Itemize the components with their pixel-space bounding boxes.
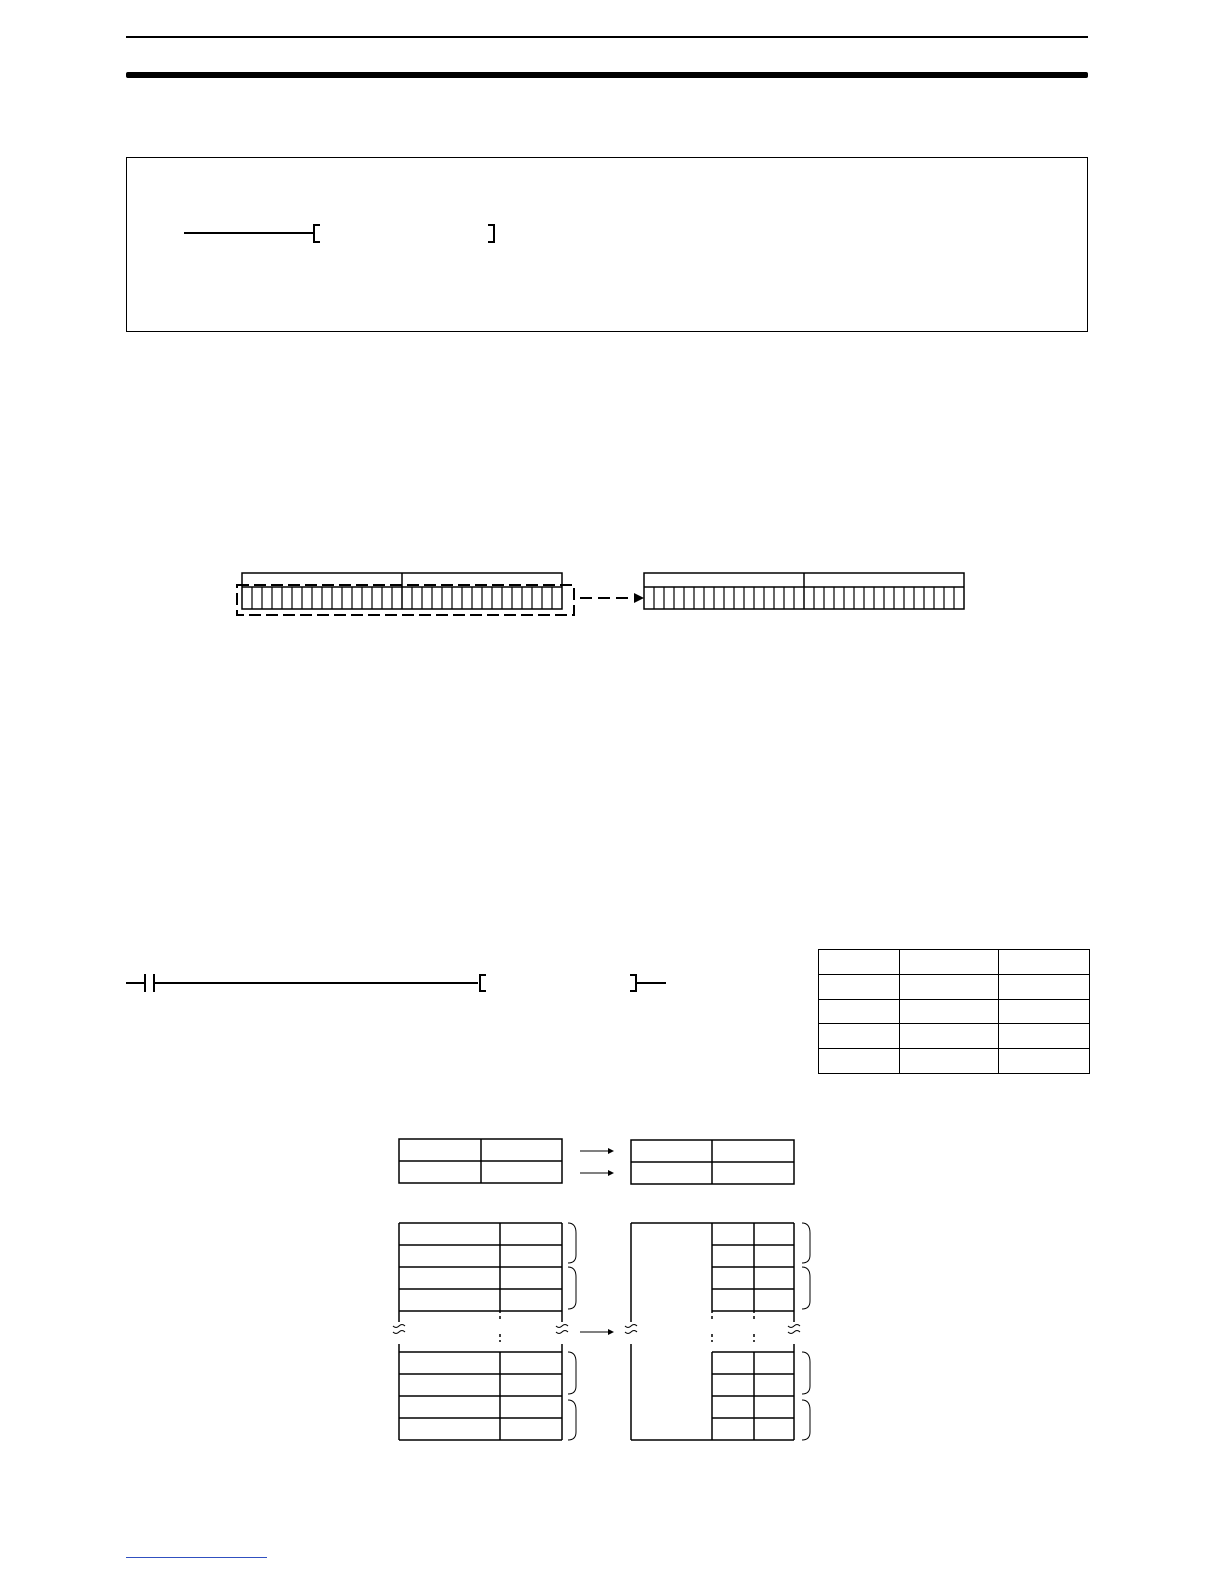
transfer-top-destination <box>631 1140 794 1184</box>
transfer-top-arrows <box>580 1148 614 1176</box>
transfer-top-source <box>399 1139 562 1183</box>
transfer-bottom-arrow-head <box>608 1329 614 1335</box>
footer-rule <box>126 1557 267 1558</box>
transfer-bottom-destination <box>625 1223 810 1440</box>
transfer-bottom-source <box>393 1223 576 1440</box>
